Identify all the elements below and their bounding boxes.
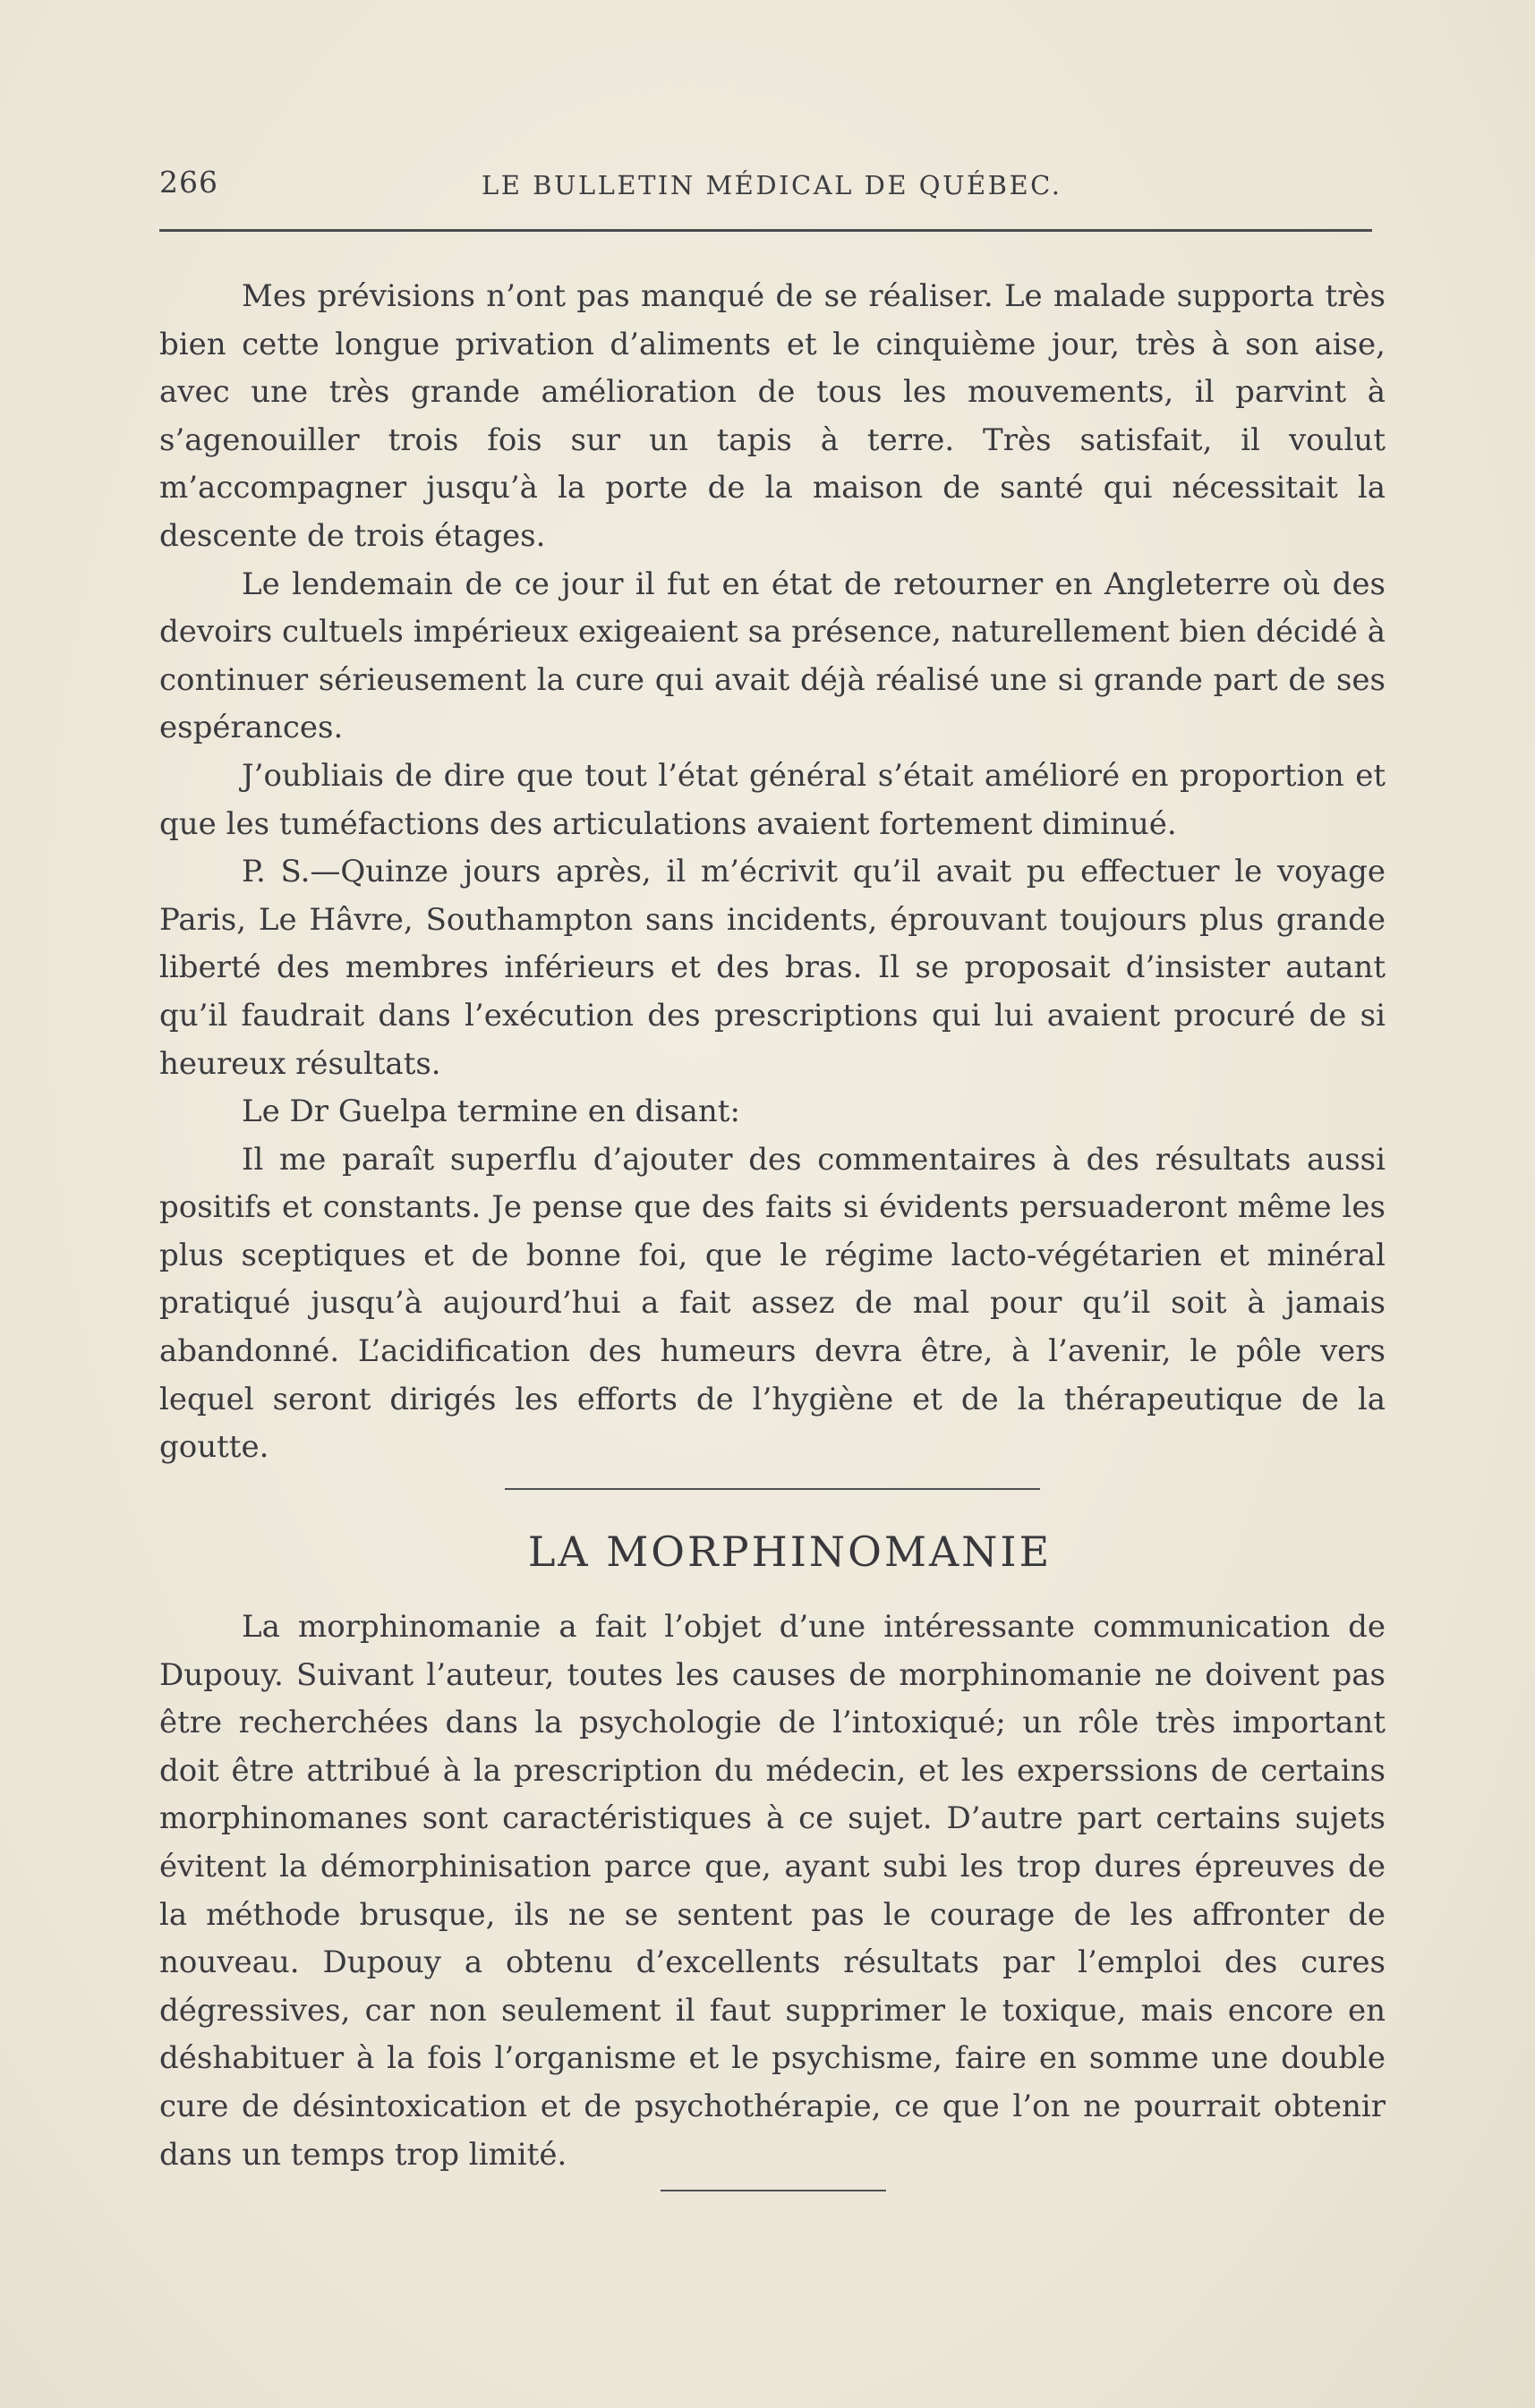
paragraph: La morphinomanie a fait l’objet d’une intéressante communication de Dupouy. Suivant l’auteur, toutes les causes de morphinomanie ne doivent pas être recherchées dans la psychologie de l’intoxiqué; un rôle très important doit être attribué à la prescription du médecin, et les experssions de certains morphinomanes sont caractéristiques à ce sujet. D’autre part certains sujets évitent la démorphinisation parce que, ayant subi les trop dures épreuves de la méthode brusque, ils ne se sentent pas le courage de les affronter de nouveau. Dupouy a obtenu d’excellents résultats par l’emploi des cures dégressives, car non seulement il faut supprimer le toxique, mais encore en déshabituer à la fois l’organisme et le psychisme, faire en somme une double cure de désintoxication et de psychothérapie, ce que l’on ne pourrait obtenir dans un temps trop limité. bbox=[159, 1609, 1386, 2173]
paragraph: P. S.—Quinze jours après, il m’écrivit qu’il avait pu effectuer le voyage Paris, Le Hâvre, Southampton sans incidents, éprouvant toujours plus grande liberté des membres inférieurs et des bras. Il se proposait d’insister autant qu’il faudrait dans l’exécution des prescriptions qui lui avaient procuré de si heureux résultats. bbox=[159, 854, 1386, 1082]
paragraph: Il me paraît superflu d’ajouter des commentaires à des résultats aussi positifs et constants. Je pense que des faits si évidents persuaderont même les plus sceptiques et de bonne foi, que le régime lacto-végétarien et minéral pratiqué jusqu’à aujourd’hui a fait assez de mal pour qu’il soit à jamais abandonné. L’acidification des humeurs devra être, à l’avenir, le pôle vers lequel seront dirigés les efforts de l’hygiène et de la thérapeutique de la goutte. bbox=[159, 1141, 1386, 1466]
paragraph: Le lendemain de ce jour il fut en état de retourner en Angleterre où des devoirs cultuels impérieux exigeaient sa présence, naturellement bien décidé à continuer sérieusement la cure qui avait déjà réalisé une si grande part de ses espérances. bbox=[159, 566, 1386, 746]
paragraph: Le Dr Guelpa termine en disant: bbox=[242, 1093, 740, 1130]
article-body bbox=[159, 273, 1386, 1472]
page-number: 266 bbox=[159, 165, 218, 200]
section-divider bbox=[505, 1488, 1040, 1490]
section-body bbox=[159, 1604, 1386, 2179]
end-divider bbox=[661, 2190, 886, 2191]
running-head: LE BULLETIN MÉDICAL DE QUÉBEC. bbox=[482, 170, 1062, 200]
header-rule bbox=[159, 229, 1372, 232]
page-header bbox=[159, 159, 1372, 213]
section-title: LA MORPHINOMANIE bbox=[527, 1527, 1053, 1576]
paragraph: Mes prévisions n’ont pas manqué de se réaliser. Le malade supporta très bien cette longue privation d’aliments et le cinquième jour, très à son aise, avec une très grande amélioration de tous les mouvements, il parvint à s’agenouiller trois fois sur un tapis à terre. Très satisfait, il voulut m’accompagner jusqu’à la porte de la maison de santé qui nécessitait la descente de trois étages. bbox=[159, 278, 1386, 554]
paragraph: J’oubliais de dire que tout l’état général s’était amélioré en proportion et que les tuméfactions des articulations avaient fortement diminué. bbox=[159, 757, 1386, 842]
